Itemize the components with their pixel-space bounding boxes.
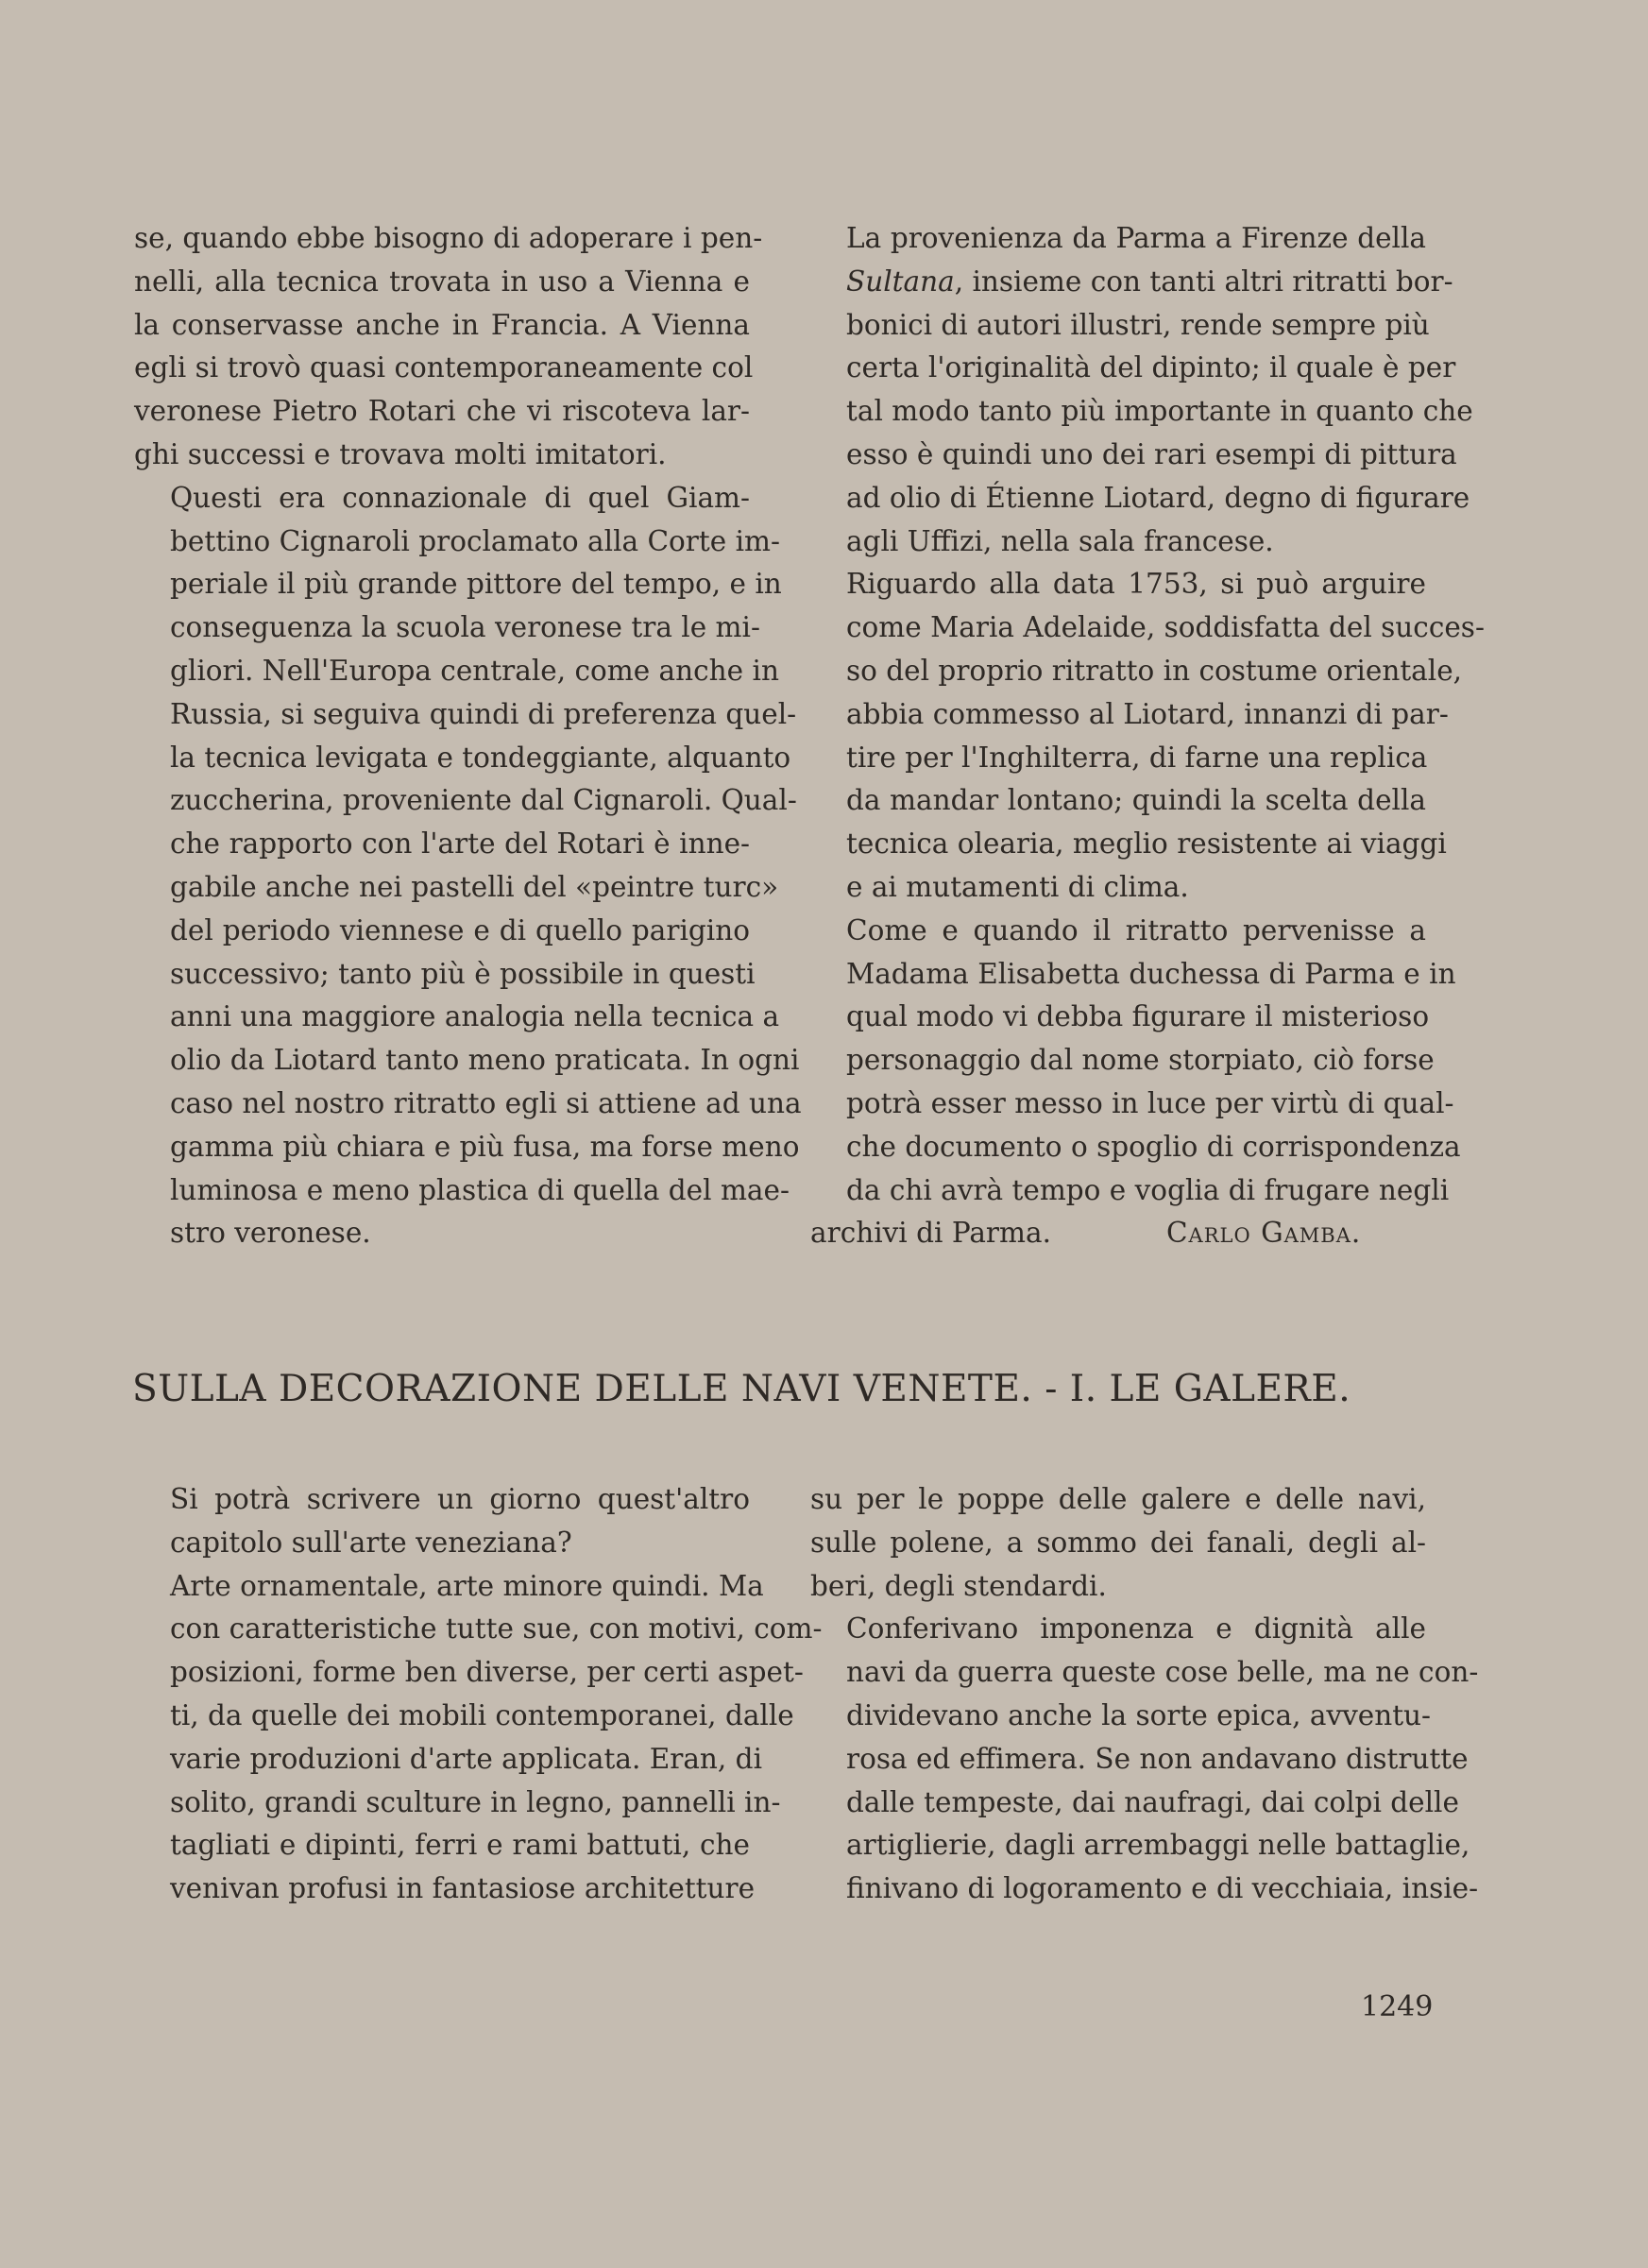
text-line: rosa ed effimera. Se non andavano distrutte	[846, 1742, 1469, 1775]
text-line: esso è quindi uno dei rari esempi di pittura	[846, 437, 1457, 470]
text-line: so del proprio ritratto in costume orientale,	[846, 654, 1463, 687]
text-line: nelli, alla tecnica trovata in uso a Vienna e	[134, 264, 750, 298]
text-line: la conservasse anche in Francia. A Vienna	[134, 308, 750, 341]
text-line: successivo; tanto più è possibile in questi	[170, 957, 756, 990]
paragraph	[810, 1608, 1479, 1911]
text-line: bonici di autori illustri, rende sempre più	[846, 308, 1430, 341]
paragraph	[134, 477, 802, 1255]
text-line: caso nel nostro ritratto egli si attiene ad una	[170, 1086, 802, 1119]
text-line: Riguardo alla data 1753, si può arguire	[846, 568, 1426, 601]
text-line: tecnica olearia, meglio resistente ai viaggi	[846, 827, 1447, 861]
text-line: qual modo vi debba figurare il misterioso	[846, 1000, 1430, 1033]
text-line: da mandar lontano; quindi la scelta della	[846, 784, 1426, 817]
text-line: potrà esser messo in luce per virtù di qual-	[846, 1086, 1454, 1119]
text-line: ad olio di Étienne Liotard, degno di figurare	[846, 481, 1470, 514]
paragraph	[134, 1478, 750, 1565]
text-line: gliori. Nell'Europa centrale, come anche in	[170, 654, 779, 687]
text-line: olio da Liotard tanto meno praticata. In ogni	[170, 1044, 800, 1077]
paragraph	[134, 217, 763, 477]
text-line: tagliati e dipinti, ferri e rami battuti, che	[170, 1829, 750, 1862]
article-title: SULLA DECORAZIONE DELLE NAVI VENETE. - I. LE GALERE.	[132, 1368, 1351, 1410]
text-line: che rapporto con l'arte del Rotari è inne-	[170, 827, 750, 861]
text-line: stro veronese.	[170, 1217, 371, 1250]
paragraph-lines	[810, 304, 1473, 564]
paragraph	[134, 1565, 823, 1911]
paragraph-provenance	[810, 217, 1473, 563]
text-line: varie produzioni d'arte applicata. Eran, di	[170, 1742, 763, 1775]
text-line: sulle polene, a sommo dei fanali, degli al-	[810, 1526, 1426, 1559]
text-line: Si potrà scrivere un giorno quest'altro	[170, 1483, 750, 1515]
text-line: Conferivano imponenza e dignità alle	[846, 1612, 1426, 1646]
text-line: veronese Pietro Rotari che vi riscoteva lar-	[134, 395, 750, 428]
text-line: ti, da quelle dei mobili contemporanei, dalle	[170, 1698, 794, 1731]
text-line: beri, degli stendardi.	[810, 1569, 1107, 1602]
text-line: del periodo viennese e di quello parigino	[170, 913, 750, 946]
top-right-column	[810, 217, 1485, 1255]
text-line: personaggio dal nome storpiato, ciò forse	[846, 1044, 1435, 1077]
text-line: la tecnica levigata e tondeggiante, alquanto	[170, 741, 791, 774]
text-line: Come e quando il ritratto pervenisse a	[846, 913, 1426, 946]
text-line: gamma più chiara e più fusa, ma forse meno	[170, 1130, 800, 1163]
italic-title-sultana: Sultana	[846, 264, 955, 298]
bottom-right-column	[810, 1478, 1479, 1911]
text-line: posizioni, forme ben diverse, per certi aspet-	[170, 1656, 804, 1689]
closing-text: archivi di Parma.	[810, 1217, 1051, 1250]
paragraph-closing	[810, 1212, 1426, 1255]
text-line: capitolo sull'arte veneziana?	[170, 1526, 572, 1559]
text-line: conseguenza la scuola veronese tra le mi-	[170, 611, 760, 644]
text-line	[810, 261, 1453, 304]
author-signature: Carlo Gamba.	[1165, 1217, 1362, 1250]
text-line: abbia commesso al Liotard, innanzi di par-	[846, 697, 1449, 730]
text-line: navi da guerra queste cose belle, ma ne con-	[846, 1656, 1479, 1689]
text-line: La provenienza da Parma a Firenze della	[846, 222, 1426, 254]
text-line: agli Uffizi, nella sala francese.	[846, 524, 1274, 557]
text-line: Questi era connazionale di quel Giam-	[170, 481, 750, 514]
text-line: da chi avrà tempo e voglia di frugare negli	[846, 1173, 1450, 1206]
text-line: Russia, si seguiva quindi di preferenza quel-	[170, 697, 797, 730]
text-line: su per le poppe delle galere e delle navi,	[810, 1483, 1426, 1515]
text-line: certa l'originalità del dipinto; il quale è per	[846, 351, 1456, 384]
text-line: che documento o spoglio di corrispondenza	[846, 1130, 1461, 1163]
text-line: anni una maggiore analogia nella tecnica a	[170, 1000, 780, 1033]
text-line: periale il più grande pittore del tempo, e in	[170, 568, 782, 601]
paragraph-date	[810, 563, 1485, 909]
text-line: come Maria Adelaide, soddisfatta del succes-	[846, 611, 1485, 644]
paragraph	[810, 1478, 1426, 1608]
text-line: gabile anche nei pastelli del «peintre turc»	[170, 870, 779, 903]
text-line: Arte ornamentale, arte minore quindi. Ma	[170, 1569, 764, 1602]
text-line: zuccherina, proveniente dal Cignaroli. Qual-	[170, 784, 797, 817]
text-line: ghi successi e trovava molti imitatori.	[134, 437, 667, 470]
text-line: tal modo tanto più importante in quanto che	[846, 395, 1473, 428]
text-line	[810, 1212, 1426, 1255]
text-line: finivano di logoramento e di vecchiaia, insie-	[846, 1872, 1479, 1905]
text-line: luminosa e meno plastica di quella del mae-	[170, 1173, 790, 1206]
text-line: con caratteristiche tutte sue, con motivi, com-	[170, 1612, 823, 1646]
text-line: e ai mutamenti di clima.	[846, 870, 1189, 903]
bottom-left-column	[134, 1478, 823, 1911]
text-line: tire per l'Inghilterra, di farne una replica	[846, 741, 1428, 774]
text-line: egli si trovò quasi contemporaneamente col	[134, 351, 754, 384]
text-line: dividevano anche la sorte epica, avventu-	[846, 1698, 1432, 1731]
text-line: artiglierie, dagli arrembaggi nelle battaglie,	[846, 1829, 1470, 1862]
text-line: venivan profusi in fantasiose architetture	[170, 1872, 756, 1905]
text-line: dalle tempeste, dai naufragi, dai colpi delle	[846, 1785, 1459, 1818]
page-number: 1249	[1361, 1990, 1434, 2023]
paragraph-conclusion	[810, 910, 1461, 1213]
text-line: se, quando ebbe bisogno di adoperare i pen-	[134, 222, 763, 254]
text-line: Madama Elisabetta duchessa di Parma e in	[846, 957, 1456, 990]
text-fragment: , insieme con tanti altri ritratti bor-	[954, 264, 1453, 298]
text-line: bettino Cignaroli proclamato alla Corte im-	[170, 524, 780, 557]
text-line: solito, grandi sculture in legno, pannelli in-	[170, 1785, 781, 1818]
top-left-column	[134, 217, 802, 1255]
